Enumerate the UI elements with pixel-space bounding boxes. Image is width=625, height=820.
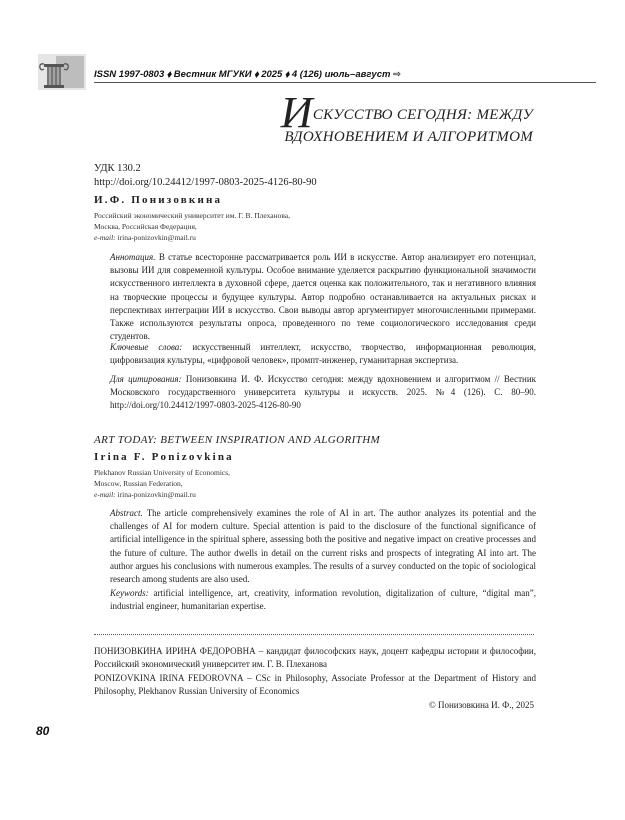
affiliation-ru <box>94 210 290 243</box>
email-address[interactable]: irina-ponizovkin@mail.ru <box>117 490 196 499</box>
email-label: e-mail: <box>94 490 116 499</box>
affiliation-line: Moscow, Russian Federation, <box>94 479 183 488</box>
article-title <box>280 88 533 146</box>
affiliation-en <box>94 467 230 500</box>
abstract-text: В статье всесторонне рассматривается роль ИИ в искусстве. Автор анализирует его потенциал, вызовы ИИ для современной культуры. Особое внимание уделяется раскрытию функциональной значимости искусственного интеллекта в духовной сфере, дается оценка как положительного, так и негативного влияния на творческие процессы и будущее культуры. Автор подробно останавливается на актуальных рисках и перспективах интеграции ИИ в искусство. Свои выводы автор аргументирует многочисленными примерами. Также используются результаты опроса, проведенного по теме социологического исследования среди студентов. <box>110 252 536 342</box>
title-drop-cap: И <box>280 88 313 137</box>
citation-text: Понизовкина И. Ф. Искусство сегодня: между вдохновением и алгоритмом // Вестник Московского государственного университета культуры и искусств. 2025. №4 (126). С. 80–90. http://doi.org/10.24412/1997-0803-2025-4126-80-90 <box>110 374 537 411</box>
citation-label: Для цитирования: <box>110 374 182 384</box>
udk-code: УДК 130.2 <box>94 163 141 174</box>
citation-ru <box>110 373 536 413</box>
abstract-text: The article comprehensively examines the role of AI in art. The author analyzes its potential and the challenges of AI for modern culture. Special attention is paid to the disclosure of the functional significance of artificial intelligence in the spiritual sphere, assessing both the positive and negative impact on creative processes and the future of culture. The author dwells in detail on the current risks and prospects of integrating AI into art. The author argues his conclusions with numerous examples. The results of a survey conducted on the topic of sociological research among students are also used. <box>110 508 536 585</box>
title-line-1: СКУССТВО СЕГОДНЯ: МЕЖДУ <box>312 107 533 123</box>
author-bio-en: PONIZOVKINA IRINA FEDOROVNA – CSc in Philosophy, Associate Professor at the Department of History and Philosophy, Plekhanov Russian University of Economics <box>94 673 536 696</box>
keywords-text: искусственный интеллект, искусство, творчество, информационная революция, цифровизация культуры, «цифровой человек», промпт-инженер, гуманитарная экспертиза. <box>110 342 537 366</box>
column-logo-icon <box>36 52 88 92</box>
author-name-en: Irina F. Ponizovkina <box>94 451 234 463</box>
keywords-en <box>110 587 536 613</box>
article-title-en: ART TODAY: BETWEEN INSPIRATION AND ALGORITHM <box>94 434 381 446</box>
abstract-label: Abstract. <box>110 508 143 518</box>
author-name-ru: И.Ф. Понизовкина <box>94 194 223 206</box>
page-number: 80 <box>36 724 50 738</box>
email-label: e-mail: <box>94 233 116 242</box>
journal-header-text: ISSN 1997-0803 ⬧ Вестник МГУКИ ⬧ 2025 ⬧ 4 (126) июль–август ⇨ <box>94 69 402 80</box>
keywords-label: Keywords: <box>110 588 149 598</box>
dotted-separator <box>94 634 534 635</box>
abstract-ru <box>110 251 536 343</box>
header-rule <box>94 82 596 83</box>
author-bio-ru: ПОНИЗОВКИНА ИРИНА ФЕДОРОВНА – кандидат философских наук, доцент кафедры истории и философии, Российский экономический университет им. Г. В. Плеханова <box>94 646 536 669</box>
keywords-label: Ключевые слова: <box>110 342 183 352</box>
title-line-2: ВДОХНОВЕНИЕМ И АЛГОРИТМОМ <box>284 129 533 145</box>
doi-link[interactable]: http://doi.org/10.24412/1997-0803-2025-4126-80-90 <box>94 177 317 188</box>
running-header <box>36 52 596 92</box>
abstract-en <box>110 507 536 586</box>
affiliation-line: Москва, Российская Федерация, <box>94 222 197 231</box>
affiliation-line: Plekhanov Russian University of Economics, <box>94 468 231 477</box>
copyright: © Понизовкина И. Ф., 2025 <box>428 700 534 710</box>
affiliation-line: Российский экономический университет им. Г. В. Плеханова, <box>94 211 290 220</box>
email-address[interactable]: irina-ponizovkin@mail.ru <box>117 233 196 242</box>
abstract-label: Аннотация. <box>110 252 156 262</box>
keywords-text: artificial intelligence, art, creativity, information revolution, digitalization of culture, “digital man”, industrial engineer, humanitarian expertise. <box>110 588 536 612</box>
keywords-ru <box>110 341 536 367</box>
